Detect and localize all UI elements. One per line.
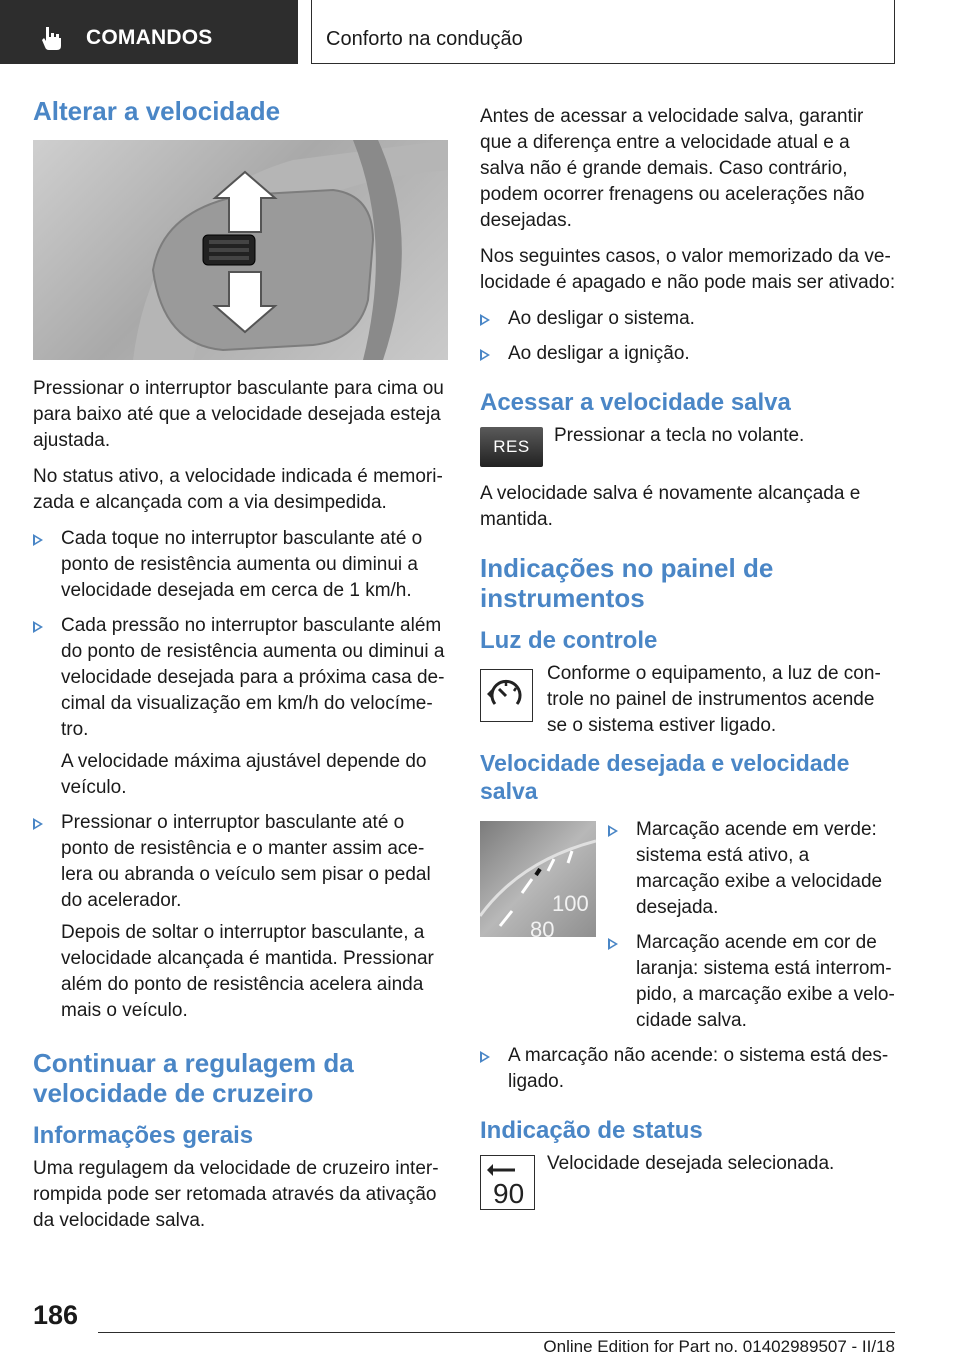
triangle-bullet-icon	[33, 534, 43, 546]
left-column	[33, 96, 448, 1244]
paragraph-informacoes: Uma regulagem da velocidade de cruzeiro interrompida pode ser retomada através da ativação da velocidade salva.	[33, 1158, 439, 1231]
triangle-bullet-icon	[480, 349, 490, 361]
list-item-text: Pressionar o interruptor basculante até o ponto de resistência e o manter assim acelera ou abranda o veículo sem pisar o pedal do acelerador.	[61, 812, 431, 911]
paragraph-alcancada: A velocidade salva é novamente alcançada e mantida.	[480, 483, 861, 530]
list-item-text: Marcação acende em verde: sistema está ativo, a marcação exibe a velocidade desejada.	[636, 819, 883, 918]
res-button-row	[480, 423, 896, 471]
list-item	[480, 341, 896, 367]
reset-bullet-list	[480, 306, 896, 367]
heading-alterar-velocidade: Alterar a velocidade	[33, 96, 281, 126]
list-item-text: Cada toque no interruptor basculante até o ponto de resistência aumenta ou diminui a velocidade desejada em cerca de 1 km/h.	[61, 528, 423, 601]
speedometer-arrow-icon	[481, 670, 531, 720]
list-item-text: Ao desligar o sistema.	[508, 308, 695, 329]
chapter-title: Conforto na condução	[326, 28, 523, 50]
status-text: Velocidade desejada selecionada.	[547, 1153, 835, 1174]
status-speed-value: 90	[493, 1178, 525, 1208]
list-item-text: Marcação acende em cor de laranja: sistema está interrompido, a marcação exibe a velocidade salva.	[636, 932, 895, 1031]
paragraph-pressionar: Pressionar o interruptor basculante para cima ou para baixo até que a velocidade desejada esteja ajustada.	[33, 378, 444, 451]
chapter-tab	[311, 0, 895, 64]
res-instruction: Pressionar a tecla no volante.	[554, 425, 805, 446]
triangle-bullet-icon	[608, 938, 618, 950]
paragraph-seguintes-casos: Nos seguintes casos, o valor memorizado da velocidade é apagado e não pode mais ser ativado:	[480, 246, 896, 293]
list-item-text: A marcação não acende: o sistema está desligado.	[508, 1045, 889, 1092]
list-item-text: Cada pressão no interruptor basculante além do ponto de resistência aumenta ou diminui a velocidade desejada para a próxima casa decimal da visualização em km/h do velocímetro.	[61, 615, 445, 740]
list-item-note: A velocidade máxima ajustável depende do veículo.	[61, 751, 427, 798]
cruise-control-light-icon	[480, 669, 533, 722]
triangle-bullet-icon	[480, 1051, 490, 1063]
res-button-icon: RES	[480, 427, 543, 467]
triangle-bullet-icon	[33, 818, 43, 830]
page-number: 186	[33, 1300, 79, 1330]
speedometer-row	[480, 817, 896, 1034]
speedo-label-100: 100	[552, 891, 589, 916]
heading-indicacao-status: Indicação de status	[480, 1117, 703, 1144]
speedometer-dial	[480, 821, 596, 937]
list-item	[608, 817, 896, 921]
off-bullet-list	[480, 1043, 896, 1095]
heading-luz-controle: Luz de controle	[480, 627, 658, 654]
rocker-switch-image	[33, 140, 448, 360]
list-item-note: Depois de soltar o interruptor basculante, a velocidade alcançada é mantida. Pressionar além do ponto de resistência acelera ainda mais o veículo.	[61, 922, 434, 1021]
section-tab	[0, 0, 298, 64]
triangle-bullet-icon	[480, 314, 490, 326]
status-speed-icon	[480, 1155, 535, 1210]
status-row	[480, 1151, 896, 1207]
edition-info: Online Edition for Part no. 01402989507 - II/18	[543, 1337, 895, 1356]
list-item	[33, 613, 448, 801]
triangle-bullet-icon	[33, 621, 43, 633]
speedo-bullet-list	[608, 817, 896, 1034]
heading-indicacoes-painel: Indicações no painel de instrumentos	[480, 553, 774, 613]
heading-informacoes-gerais: Informações gerais	[33, 1122, 254, 1149]
hand-icon	[38, 24, 66, 52]
desired-speed-icon	[481, 1156, 533, 1208]
list-item	[480, 1043, 896, 1095]
speedo-label-80: 80	[530, 917, 555, 937]
speedometer-image	[480, 821, 596, 937]
adjust-bullet-list	[33, 526, 448, 1024]
list-item	[33, 810, 448, 1024]
right-column	[480, 104, 896, 1217]
list-item	[608, 930, 896, 1034]
control-light-text: Conforme o equipamento, a luz de controle no painel de instrumentos acende se o sistema estiver ligado.	[547, 663, 881, 736]
steering-switch-illustration	[33, 140, 448, 360]
heading-acessar-velocidade-salva: Acessar a velocidade salva	[480, 389, 791, 416]
list-item	[33, 526, 448, 604]
list-item-text: Ao desligar a ignição.	[508, 343, 690, 364]
paragraph-antes-de-acessar: Antes de acessar a velocidade salva, garantir que a diferença entre a velocidade atual e a salva não é grande demais. Caso contrário, podem ocorrer frenagens ou acelerações não desejadas.	[480, 106, 865, 231]
section-title: COMANDOS	[86, 26, 213, 49]
heading-continuar-regulagem: Continuar a regulagem da velocidade de cruzeiro	[33, 1048, 354, 1108]
page-header	[0, 0, 960, 66]
heading-velocidade-desejada: Velocidade desejada e velocidade salva	[480, 750, 850, 804]
paragraph-status-ativo: No status ativo, a velocidade indicada é memorizada e alcançada com a via desimpedida.	[33, 466, 443, 513]
list-item	[480, 306, 896, 332]
footer-divider	[98, 1332, 895, 1333]
control-light-row	[480, 661, 896, 739]
triangle-bullet-icon	[608, 825, 618, 837]
